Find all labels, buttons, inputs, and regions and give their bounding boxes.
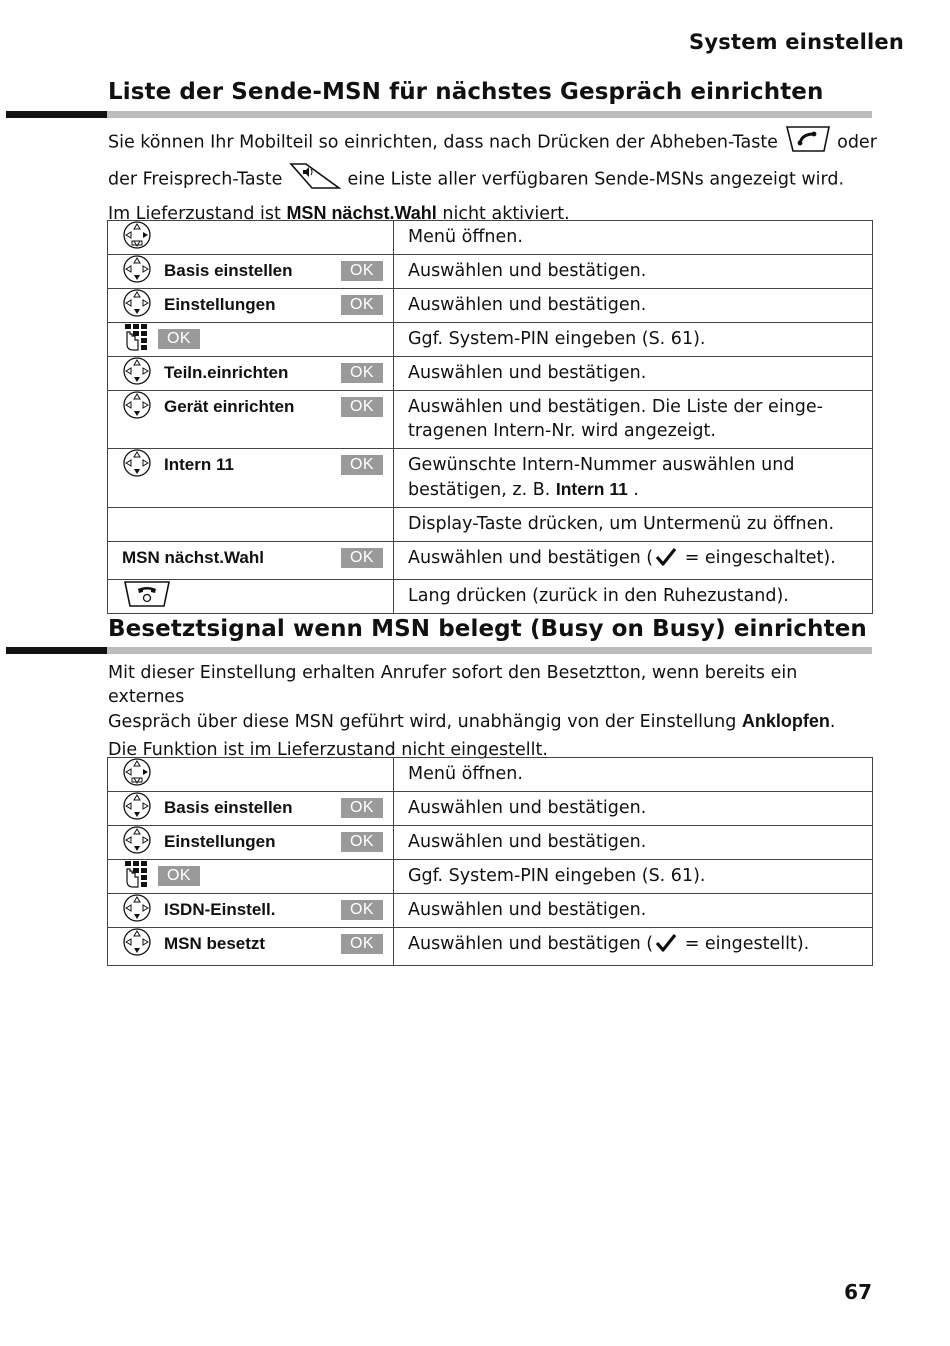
- pickup-key-icon: [784, 124, 832, 161]
- checkmark-icon: [655, 547, 677, 574]
- table-row: [108, 894, 873, 928]
- handsfree-key-icon: [288, 161, 342, 198]
- table-row: [108, 826, 873, 860]
- menu-label: ISDN-Einstell.: [164, 900, 276, 919]
- table-row: [108, 357, 873, 391]
- nav-key-icon: [122, 927, 152, 961]
- ok-key: OK: [158, 329, 200, 349]
- ok-key: OK: [341, 261, 383, 281]
- nav-key-icon: [122, 825, 152, 859]
- ok-key: OK: [341, 363, 383, 383]
- section-title: Liste der Sende-MSN für nächstes Gespräch einrichten: [108, 79, 824, 105]
- nav-key-icon: [122, 448, 152, 482]
- menu-label: Einstellungen: [164, 295, 276, 314]
- table-row: [108, 289, 873, 323]
- running-header: System einstellen: [689, 30, 904, 54]
- section-intro: Sie können Ihr Mobilteil so einrichten, dass nach Drücken der Abheben-Taste oder der Freisprech-Taste eine Liste aller verfügbaren Sende-MSNs angezeigt wird. Im Lieferzustand ist MSN nächst.Wahl nicht aktiviert.: [108, 124, 878, 226]
- step-text: Auswählen und bestätigen. Die Liste der einge- tragenen Intern-Nr. wird angezeigt.: [394, 391, 873, 449]
- step-text: Ggf. System-PIN eingeben (S. 61).: [394, 860, 873, 894]
- section-intro: Mit dieser Einstellung erhalten Anrufer sofort den Besetztton, wenn bereits ein externes Gespräch über diese MSN geführt wird, unabhängig von der Einstellung Anklopfen. Die Funktion ist im Lieferzustand nicht eingestellt.: [108, 663, 836, 760]
- step-text: Auswählen und bestätigen ( = eingestellt).: [394, 928, 873, 966]
- menu-label: Basis einstellen: [164, 261, 293, 280]
- table-row: [108, 508, 873, 542]
- nav-key-icon: [122, 356, 152, 390]
- ok-key: OK: [341, 798, 383, 818]
- ok-key: OK: [341, 832, 383, 852]
- menu-label: Intern 11: [164, 455, 234, 474]
- table-row: [108, 449, 873, 508]
- step-text: Auswählen und bestätigen.: [394, 792, 873, 826]
- table-row: [108, 758, 873, 792]
- steps-table-2: [107, 757, 873, 966]
- ok-key: OK: [341, 455, 383, 475]
- menu-label: Gerät einrichten: [164, 397, 295, 416]
- menu-label: MSN nächst.Wahl: [122, 548, 264, 567]
- step-text: Lang drücken (zurück in den Ruhezustand).: [394, 580, 873, 614]
- keypad-icon: [122, 322, 154, 356]
- table-row: [108, 542, 873, 580]
- section-rule: [107, 647, 872, 654]
- step-text: Menü öffnen.: [394, 758, 873, 792]
- table-row: [108, 391, 873, 449]
- table-row: [108, 580, 873, 614]
- ok-key: OK: [341, 934, 383, 954]
- menu-label: Teiln.einrichten: [164, 363, 289, 382]
- step-text: Auswählen und bestätigen.: [394, 255, 873, 289]
- table-row: [108, 221, 873, 255]
- table-row: [108, 792, 873, 826]
- ok-key: OK: [341, 900, 383, 920]
- menu-label: MSN besetzt: [164, 934, 266, 953]
- section-rule: [107, 111, 872, 118]
- menu-label: Basis einstellen: [164, 798, 293, 817]
- step-text: Auswählen und bestätigen.: [394, 357, 873, 391]
- section-title: Besetztsignal wenn MSN belegt (Busy on Busy) einrichten: [108, 616, 867, 642]
- ok-key: OK: [158, 866, 200, 886]
- nav-key-icon: [122, 288, 152, 322]
- page-number: 67: [844, 1280, 872, 1304]
- step-text: Auswählen und bestätigen ( = eingeschaltet).: [394, 542, 873, 580]
- step-text: Display-Taste drücken, um Untermenü zu öffnen.: [394, 508, 873, 542]
- steps-table-1: [107, 220, 873, 614]
- section-rule-accent: [6, 647, 107, 654]
- step-text: Menü öffnen.: [394, 221, 873, 255]
- step-text: Ggf. System-PIN eingeben (S. 61).: [394, 323, 873, 357]
- nav-key-icon: [122, 757, 152, 791]
- table-row: [108, 928, 873, 966]
- nav-key-icon: [122, 254, 152, 288]
- menu-label: Einstellungen: [164, 832, 276, 851]
- nav-key-icon: [122, 791, 152, 825]
- table-row: [108, 255, 873, 289]
- step-text: Auswählen und bestätigen.: [394, 826, 873, 860]
- keypad-icon: [122, 859, 154, 893]
- ok-key: OK: [341, 295, 383, 315]
- step-text: Gewünschte Intern-Nummer auswählen und bestätigen, z. B. Intern 11 .: [394, 449, 873, 508]
- end-call-key-icon: [122, 579, 172, 613]
- ok-key: OK: [341, 548, 383, 568]
- table-row: [108, 323, 873, 357]
- nav-key-icon: [122, 390, 152, 424]
- table-row: [108, 860, 873, 894]
- step-text: Auswählen und bestätigen.: [394, 894, 873, 928]
- nav-key-icon: [122, 220, 152, 254]
- ok-key: OK: [341, 397, 383, 417]
- nav-key-icon: [122, 893, 152, 927]
- checkmark-icon: [655, 933, 677, 960]
- section-rule-accent: [6, 111, 107, 118]
- step-text: Auswählen und bestätigen.: [394, 289, 873, 323]
